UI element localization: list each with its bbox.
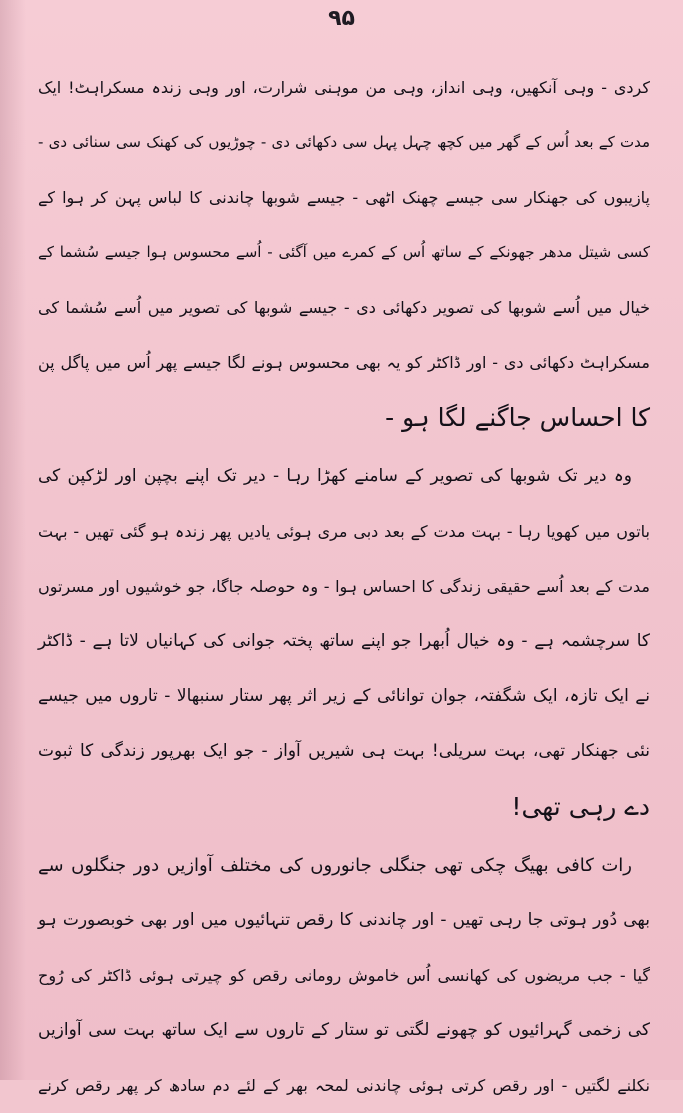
text-line: کسی شیتل مدھر جھونکے کے ساتھ اُس کے کمرے میں آگئی - اُسے محسوس ہوا جیسے سُشما کے [38, 243, 650, 261]
text-line: بھی دُور ہوتی جا رہی تھیں - اور چاندنی کا رقص تنہائیوں میں اور بھی خوبصورت ہو [38, 910, 650, 930]
text-line: پازیبوں کی جھنکار سی جیسے چھنک اٹھی - جیسے شوبھا چاندنی کا لباس پہن کر ہوا کے [38, 188, 650, 207]
text-line: کردی - وہی آنکھیں، وہی انداز، وہی من موہنی شرارت، اور وہی زندہ مسکراہٹ! ایک [38, 78, 650, 97]
text-line: کا سرچشمہ ہے - وہ خیال اُبھرا جو اپنے ساتھ پختہ جوانی کی کہانیاں لاتا ہے - ڈاکٹر [38, 631, 650, 651]
text-line: نے ایک تازہ، ایک شگفتہ، جوان توانائی کے زیر اثر پھر ستار سنبھالا - تاروں میں جیسے [38, 686, 650, 706]
paragraph-3 [38, 838, 650, 1113]
text-line: نئی جھنکار تھی، بہت سریلی! بہت ہی شیریں آواز - جو ایک بھرپور زندگی کا ثبوت [38, 741, 650, 761]
body-text [38, 60, 650, 1113]
text-line: دے رہی تھی! [511, 792, 650, 821]
paragraph-1 [38, 60, 650, 445]
text-line: مسکراہٹ دکھائی دی - اور ڈاکٹر کو یہ بھی محسوس ہونے لگا جیسے پھر اُس میں پاگل پن [38, 353, 650, 372]
text-line: مدت کے بعد اُسے حقیقی زندگی کا احساس ہوا - وہ حوصلہ جاگا، جو خوشیوں اور مسرتوں [38, 577, 650, 596]
text-line: رات کافی بھیگ چکی تھی جنگلی جانوروں کی مختلف آوازیں دور جنگلوں سے [38, 855, 632, 876]
text-line: کا احساس جاگنے لگا ہو - [385, 403, 650, 432]
text-line: گیا - جب مریضوں کی کھانسی اُس خاموش رومانی رقص کو چیرتی ہوئی ڈاکٹر کی رُوح [38, 966, 650, 985]
paragraph-2 [38, 449, 650, 834]
text-line: کی زخمی گہرائیوں کو چھونے لگتی تو ستار کے تاروں سے ایک ساتھ بہت سی آوازیں [38, 1020, 650, 1040]
text-line: وہ دیر تک شوبھا کی تصویر کے سامنے کھڑا رہا - دیر تک اپنے بچپن اور لڑکپن کی [38, 466, 632, 486]
text-line: خیال میں اُسے شوبھا کی تصویر دکھائی دی - جیسے شوبھا کی تصویر میں اُسے سُشما کی [38, 298, 650, 317]
page-number: ۹۵ [328, 6, 355, 31]
text-line: باتوں میں کھویا رہا - بہت مدت کے بعد دبی مری ہوئی یادیں پھر زندہ ہو گئی تھیں - بہت [38, 522, 650, 541]
text-line: نکلنے لگتیں - اور رقص کرتی ہوئی چاندنی لمحہ بھر کے لئے دم سادھ کر پھر رقص کرنے [38, 1076, 650, 1095]
text-line: مدت کے بعد اُس کے گھر میں کچھ چہل پہل سی دکھائی دی - چوڑیوں کی کھنک سی سنائی دی - [38, 133, 650, 151]
